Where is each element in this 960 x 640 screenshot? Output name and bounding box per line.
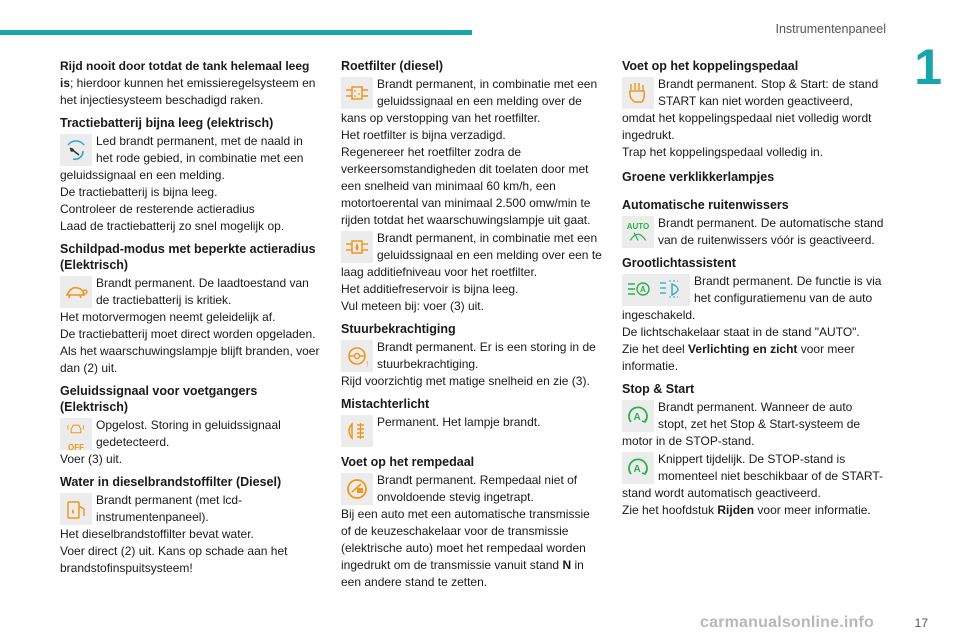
column-3: Voet op het koppelingspedaal Brandt permanent. Stop & Start: de stand START kan niet worden geactiveerd, omdat het koppelingspedaal niet volledig wordt ingedrukt. Trap het koppelingspedaal volledig in. Groene verklikkerlampjes Automatische ruitenwissers AUTO Brandt permanent. De automatische stand van de ruitenwissers vóór is geactiveerd. Grootlichtassistent A Brandt permanent. De functie is via het configuratiemenu van de auto ingeschakeld. De lichtschakelaar staat in de stand "AUTO". Zie het deel Verlichting en zicht voor meer informatie. Stop & Start A Brandt permanent. Wanneer de auto stopt, zet het Stop & Start-systeem de motor in de STOP-stand. A Knippert tijdelijk. De STOP-stand is momenteel niet beschikbaar of de START-stand wordt automatisch geactiveerd. Zie het hoofdstuk Rijden voor meer informatie. xyxy=(622,59,884,517)
brake-pedal-icon xyxy=(341,473,373,505)
auto-wiper-icon: AUTO xyxy=(622,216,654,248)
particle-filter-additive-icon xyxy=(341,231,373,263)
warning-entry: Led brandt permanent, met de naald in het rode gebied, in combinatie met een geluidssignaal en een melding. xyxy=(60,134,304,182)
section-title: Grootlichtassistent xyxy=(622,256,736,270)
warning-entry: Brandt permanent (met lcd-instrumentenpaneel). xyxy=(60,492,322,526)
stop-start-blinking-icon xyxy=(622,452,654,484)
svg-text:A: A xyxy=(633,464,641,475)
section-title: Water in dieselbrandstoffilter (Diesel) xyxy=(60,475,282,489)
section-title: Stuurbekrachtiging xyxy=(341,322,456,336)
column-1: Rijd nooit door totdat de tank helemaal leeg is; hierdoor kunnen het emissieregelsysteem en het injectiesysteem beschadigd raken. Tractiebatterij bijna leeg (elektrisch) Led brandt permanent, met de naald in het rode gebied, in combinatie met een geluidssignaal en een melding. De tractiebatterij is bijna leeg. Controleer de resterende actieradius Laad de tractiebatterij zo snel mogelijk op. Schildpad-modus met beperkte actieradius (Elektrisch) Brandt permanent. De laadtoestand van de tractiebatterij is kritiek. Het motorvermogen neemt geleidelijk af. De tractiebatterij moet direct worden opgeladen. Als het waarschuwingslampje blijft branden, voer dan (2) uit. Geluidssignaal voor voetgangers (Elektrisch) OFF Opgelost. Storing in geluidssignaal gedetecteerd. Voer (3) uit. Water in dieselbrandstoffilter (Diesel) Brandt permanent (met lcd-instrumentenpaneel). Het dieselbrandstoffilter bevat water. Voer direct (2) uit. Kans op schade aan het brandstofinspuitsysteem! xyxy=(60,58,322,577)
warning-entry: Brandt permanent. Stop & Start: de stand START kan niet worden geactiveerd, omdat het koppelingspedaal niet volledig wordt ingedrukt. xyxy=(622,77,879,142)
steering-wheel-warning-icon xyxy=(341,340,373,372)
svg-text:A: A xyxy=(633,412,641,423)
warning-entry: Permanent. Het lampje brandt. xyxy=(341,414,603,448)
indicator-entry: A Brandt permanent. Wanneer de auto stopt, zet het Stop & Start-systeem de motor in de STOP-stand. xyxy=(622,400,861,448)
section-title: Groene verklikkerlampjes xyxy=(622,170,775,184)
section-title: Roetfilter (diesel) xyxy=(341,59,444,73)
page-number: 17 xyxy=(914,616,928,630)
water-in-fuel-icon xyxy=(60,493,92,525)
pedestrian-sound-off-icon: OFF xyxy=(60,418,92,450)
intro-paragraph: Rijd nooit door totdat de tank helemaal leeg is; hierdoor kunnen het emissieregelsysteem en het injectiesysteem beschadigd raken. xyxy=(60,59,316,107)
svg-text:A: A xyxy=(640,285,646,294)
indicator-entry: AUTO Brandt permanent. De automatische stand van de ruitenwissers vóór is geactiveerd. xyxy=(622,215,884,249)
section-title: Stop & Start xyxy=(622,382,695,396)
indicator-entry: A Brandt permanent. De functie is via het configuratiemenu van de auto ingeschakeld. xyxy=(622,274,882,322)
svg-text:!: ! xyxy=(366,360,369,369)
section-title: Geluidssignaal voor voetgangers (Elektrisch) xyxy=(60,384,258,414)
section-title: Voet op het koppelingspedaal xyxy=(622,59,799,73)
turtle-icon xyxy=(60,276,92,308)
high-beam-assist-icon xyxy=(622,274,690,306)
warning-entry: Brandt permanent, in combinatie met een geluidssignaal en een melding over een te laag additiefniveau voor het roetfilter. xyxy=(341,231,602,279)
watermark: carmanualsonline.info xyxy=(700,614,875,631)
stop-start-icon xyxy=(622,400,654,432)
page-header-title: Instrumentenpaneel xyxy=(775,22,886,36)
warning-entry: ! Brandt permanent. Er is een storing in de stuurbekrachtiging. xyxy=(341,339,603,373)
traction-battery-gauge-icon xyxy=(60,134,92,166)
header-accent-bar xyxy=(0,30,472,35)
section-title: Voet op het rempedaal xyxy=(341,455,475,469)
section-title: Tractiebatterij bijna leeg (elektrisch) xyxy=(60,116,274,130)
chapter-number: 1 xyxy=(914,39,942,95)
column-2: Roetfilter (diesel) Brandt permanent, in combinatie met een geluidssignaal en een melding over de kans op verstopping van het roetfilter. Het roetfilter is bijna verzadigd. Regenereer het roetfilter zodra de verkeersomstandigheden dit toelaten door met een snelheid van minimaal 60 km/h, een motortoerental van minimaal 2.500 omw/min te rijden totdat het waarschuwingslampje uit gaat. Brandt permanent, in combinatie met een geluidssignaal en een melding over een te laag additiefniveau voor het roetfilter. Het additiefreservoir is bijna leeg. Vul meteen bij: voer (3) uit. Stuurbekrachtiging ! Brandt permanent. Er is een storing in de stuurbekrachtiging. Rijd voorzichtig met matige snelheid en zie (3). Mistachterlicht Permanent. Het lampje brandt. Voet op het rempedaal Brandt permanent. Rempedaal niet of onvoldoende stevig ingetrapt. Bij een auto met een automatische transmissie of de keuzeschakelaar voor de transmissie (elektrische auto) moet het rempedaal worden ingedrukt om de transmissie vanuit stand N in een andere stand te zetten. xyxy=(341,59,602,589)
section-title: Automatische ruitenwissers xyxy=(622,198,789,212)
rear-fog-light-icon xyxy=(341,415,373,447)
warning-entry: Brandt permanent, in combinatie met een geluidssignaal en een melding over de kans op verstopping van het roetfilter. xyxy=(341,77,598,125)
particle-filter-icon xyxy=(341,77,373,109)
warning-entry: Brandt permanent. Rempedaal niet of onvoldoende stevig ingetrapt. xyxy=(341,472,603,506)
section-title: Mistachterlicht xyxy=(341,397,430,411)
section-title: Schildpad-modus met beperkte actieradius (Elektrisch) xyxy=(60,242,316,272)
indicator-entry: A Knippert tijdelijk. De STOP-stand is momenteel niet beschikbaar of de START-stand wordt automatisch geactiveerd. xyxy=(622,452,883,500)
warning-entry: OFF Opgelost. Storing in geluidssignaal gedetecteerd. xyxy=(60,417,322,451)
warning-entry: Brandt permanent. De laadtoestand van de tractiebatterij is kritiek. xyxy=(60,275,322,309)
clutch-pedal-foot-icon xyxy=(622,77,654,109)
